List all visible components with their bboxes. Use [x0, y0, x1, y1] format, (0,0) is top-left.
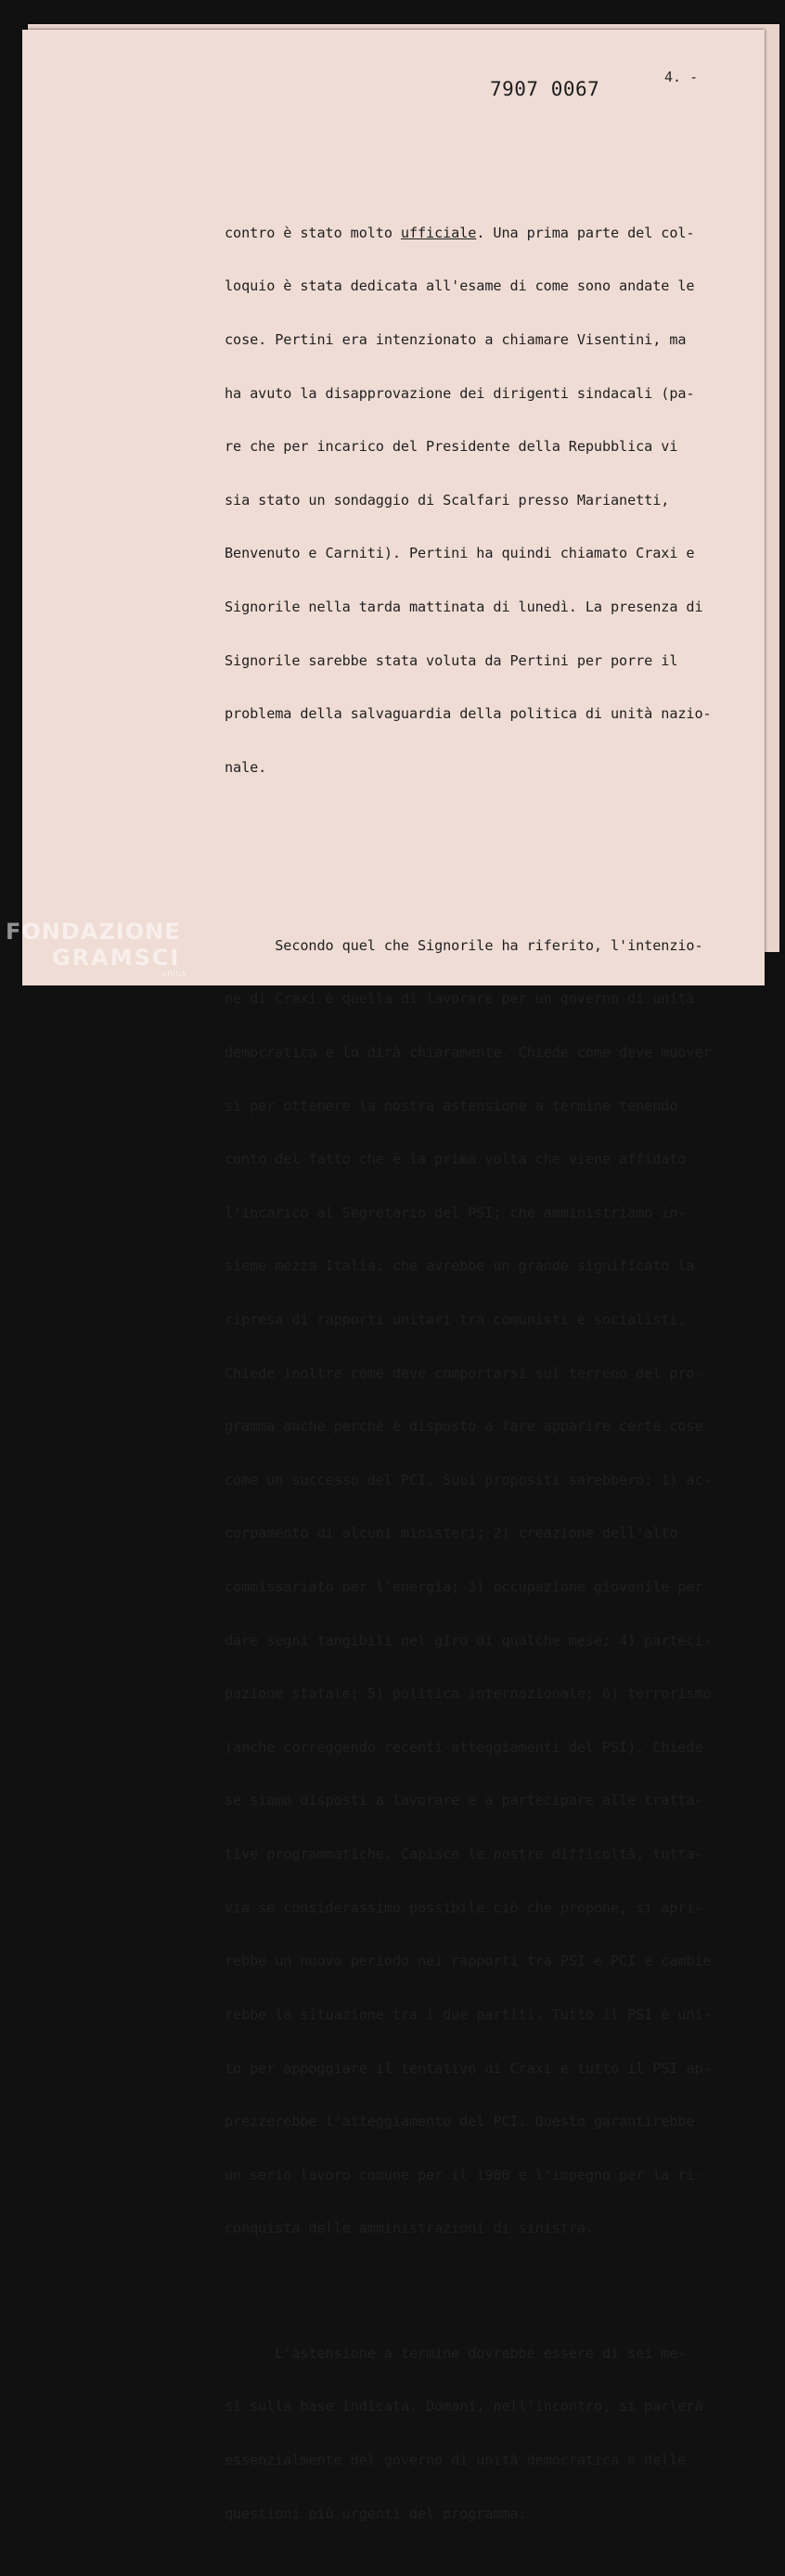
text-line: problema della salvaguardia della politica di unità nazio- — [225, 705, 712, 723]
text-line: dare segni tangibili nel giro di qualche mese; 4) parteci- — [225, 1631, 712, 1649]
page-number: 4. - — [664, 69, 699, 85]
text-line: rebbe la situazione tra i due partiti. Tutto il PSI è uni- — [225, 2005, 712, 2023]
text-line: loquio è stata dedicata all'esame di come sono andate le — [225, 277, 695, 295]
text-line: si sulla base indicata. Domani, nell'incontro, si parlerà — [225, 2398, 703, 2415]
typewritten-body — [225, 153, 763, 2576]
text-line: Benvenuto e Carniti). Pertini ha quindi chiamato Craxi e — [225, 545, 695, 562]
text-line: conquista delle amministrazioni di sinistra. — [225, 2220, 594, 2237]
text-line: Signorile nella tarda mattinata di lunedì. La presenza di — [225, 599, 703, 616]
text-line: cose. Pertini era intenzionato a chiamare Visentini, ma — [225, 331, 687, 349]
text-line: se siamo disposti a lavorare e a partecipare alle tratta- — [225, 1792, 703, 1810]
text-line: rebbe un nuovo periodo nei rapporti tra PSI e PCI e cambie — [225, 1952, 712, 1970]
text-line: Signorile sarebbe stata voluta da Pertini per porre il — [225, 651, 678, 669]
paragraph-1 — [225, 188, 763, 812]
fondazione-gramsci-watermark — [6, 919, 200, 979]
text-line: re che per incarico del Presidente della Repubblica vi — [225, 438, 678, 456]
text-line: Secondo quel che Signorile ha riferito, l'intenzio- — [225, 936, 703, 954]
paragraph-2 — [225, 901, 763, 2273]
text-line: contro è stato molto ufficiale. Una prima parte del col- — [225, 224, 695, 241]
text-line: questioni più urgenti del programma. — [225, 2505, 527, 2522]
text-line: commissariato per l'energia; 3) occupazione giovanile per — [225, 1578, 703, 1596]
text-line: via se considerassimo possibile ciò che propone, si apri- — [225, 1899, 703, 1916]
text-line: to per appoggiare il tentativo di Craxi e tutto il PSI ap- — [225, 2059, 712, 2077]
watermark-line: FONDAZIONE — [6, 919, 181, 945]
text-line: L'astensione a termine dovrebbe essere di sei me- — [225, 2344, 687, 2362]
watermark-line: onlus — [161, 969, 187, 979]
document-number: 7907 0067 — [490, 78, 600, 100]
text-line: (anche correggendo recenti atteggiamenti del PSI). Chiede — [225, 1738, 703, 1756]
text-line: come un successo del PCI. Suoi propositi sarebbero: 1) ac- — [225, 1471, 712, 1488]
text-line: si per ottenere la nostra astensione a termine tenendo — [225, 1097, 678, 1114]
text-line: un serio lavoro comune per il 1980 e l'impegno per la ri- — [225, 2166, 703, 2183]
text-line: nale. — [225, 758, 267, 776]
paragraph-3 — [225, 2309, 763, 2558]
text-line: sieme mezza Italia; che avrebbe un grande significato la — [225, 1257, 695, 1275]
text-line: democratica e lo dirà chiaramente. Chiede come deve muover — [225, 1043, 712, 1061]
text-line: pazione statale; 5) politica internazionale; 6) terrorismo — [225, 1685, 712, 1703]
text-line: Chiede inoltre come deve comportarsi sul terreno del pro- — [225, 1364, 703, 1382]
text-line: tive programmatiche. Capisce le nostre difficoltà, tutta- — [225, 1846, 703, 1863]
text-line: ha avuto la disapprovazione dei dirigenti sindacali (pa- — [225, 384, 695, 402]
text-line: prezzerebbe l'atteggiamento del PCI. Questo garantirebbe — [225, 2113, 695, 2131]
text-line: ne di Craxi è quella di lavorare per un governo di unità — [225, 990, 695, 1008]
text-line: conto del fatto che è la prima volta che viene affidato — [225, 1151, 687, 1168]
text-line: corpamento di alcuni ministeri; 2) creazione dell'alto — [225, 1525, 678, 1542]
text-line: l'incarico al Segretario del PSI; che amministriamo in- — [225, 1204, 687, 1221]
watermark-line: GRAMSCI — [52, 945, 181, 971]
text-line: ripresa di rapporti unitari tra comunisti e socialisti. — [225, 1311, 687, 1328]
text-line: sia stato un sondaggio di Scalfari presso Marianetti, — [225, 491, 670, 509]
underlined-word: ufficiale — [400, 224, 477, 241]
text-line: gramma anche perchè è disposto a fare apparire certe cose — [225, 1418, 703, 1436]
text-line: essenzialmente del governo di unità democratica e delle — [225, 2452, 687, 2468]
